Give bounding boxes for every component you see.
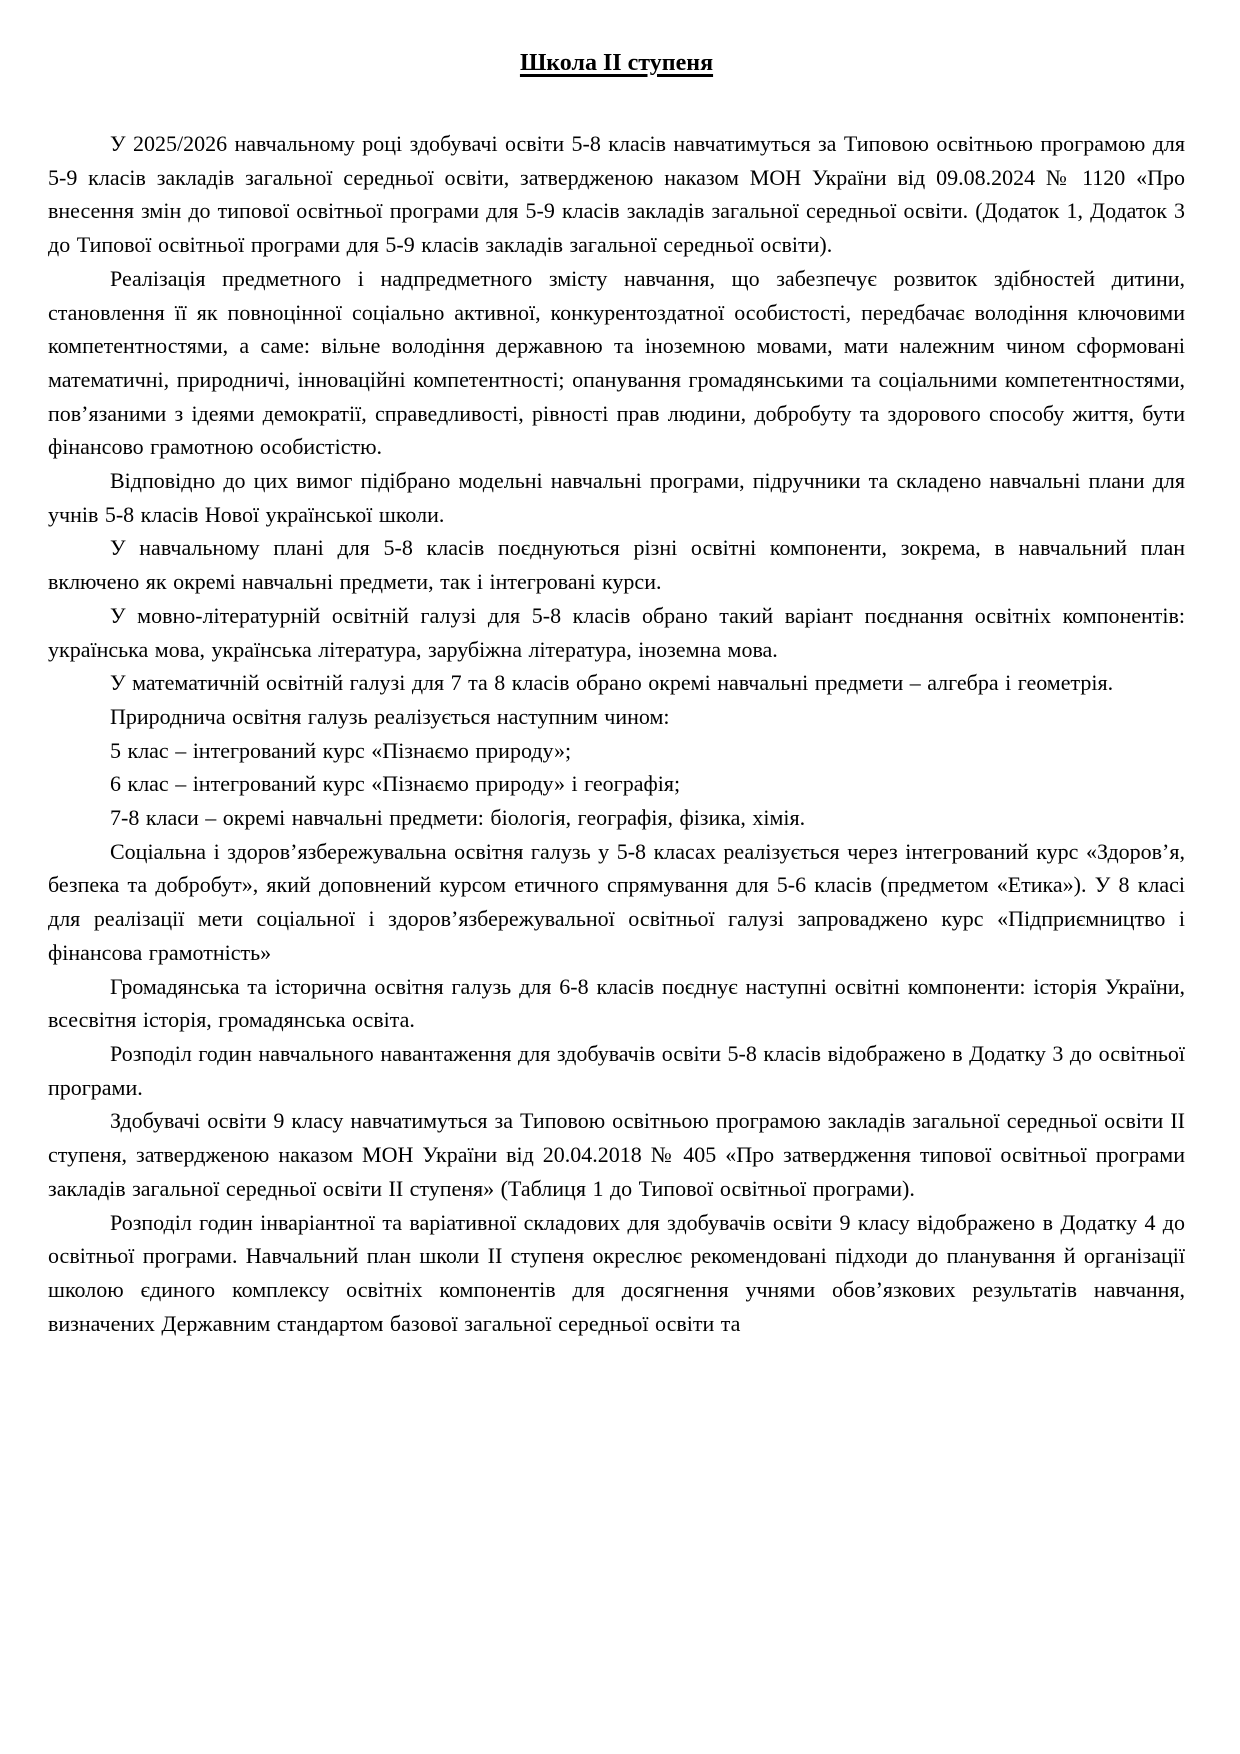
list-item-7-8-klasy: 7-8 класи – окремі навчальні предмети: біологія, географія, фізика, хімія. xyxy=(110,805,806,831)
paragraph-movno-literaturna-haluz: У мовно-літературній освітній галузі для 5-8 класів обрано такий варіант поєднання освітніх компонентів: українська мова, українська література, зарубіжна література, іноземна мова. xyxy=(48,602,1185,662)
paragraph-9-klas-prohrama: Здобувачі освіти 9 класу навчатимуться за Типовою освітньою програмою закладів загальної середньої освіти II ступеня, затвердженою наказом МОН України від 20.04.2018 № 405 «Про затвердження типової освітньої програми закладів загальної середньої освіти II ступеня» (Таблиця 1 до Типової освітньої програми). xyxy=(48,1108,1185,1201)
list-item-5-klas: 5 клас – інтегрований курс «Пізнаємо природу»; xyxy=(110,737,572,763)
paragraph-sotsialna-haluz: Соціальна і здоров’язбережувальна освітня галузь у 5-8 класах реалізується через інтегрований курс «Здоров’я, безпека та добробут», який доповнений курсом етичного спрямування для 5-6 класів (предметом «Етика»). У 8 класі для реалізації мети соціальної і здоров’язбережувальної освітньої галузі запроваджено курс «Підприємництво і фінансова грамотність» xyxy=(48,838,1185,965)
list-item-6-klas: 6 клас – інтегрований курс «Пізнаємо природу» і географія; xyxy=(110,771,681,797)
document-title: Школа II ступеня xyxy=(519,50,714,76)
paragraph-pryrodnycha-haluz: Природнича освітня галузь реалізується наступним чином: xyxy=(110,703,670,729)
paragraph-hromadianska-haluz: Громадянська та історична освітня галузь для 6-8 класів поєднує наступні освітні компоненти: історія України, всесвітня історія, громадянська освіта. xyxy=(48,973,1185,1033)
paragraph-modelni-programy: Відповідно до цих вимог підібрано модельні навчальні програми, підручники та складено навчальні плани для учнів 5-8 класів Нової української школи. xyxy=(48,468,1185,527)
paragraph-navchalnyi-plan: У навчальному плані для 5-8 класів поєднуються різні освітні компоненти, зокрема, в навчальний план включено як окремі навчальні предмети, так і інтегровані курси. xyxy=(48,535,1185,595)
paragraph-realizatsiya-zmistu: Реалізація предметного і надпредметного змісту навчання, що забезпечує розвиток здібностей дитини, становлення її як повноцінної соціально активної, конкурентоздатної особистості, передбачає володіння ключовими компетентностями, а саме: вільне володіння державною та іноземною мовами, мати належним чином сформовані математичні, природничі, інноваційні компетентності; опанування громадянськими та соціальними компетентностями, пов’язаними з ідеями демократії, справедливості, рівності прав людини, добробуту та здорового способу життя, бути фінансово грамотною особистістю. xyxy=(48,265,1185,460)
paragraph-intro-2025-2026: У 2025/2026 навчальному році здобувачі освіти 5-8 класів навчатимуться за Типовою освітньою програмою для 5-9 класів закладів загальної середньої освіти, затвердженою наказом МОН України від 09.08.2024 № 1120 «Про внесення змін до типової освітньої програми для 5-9 класів закладів загальної середньої освіти. (Додаток 1, Додаток 3 до Типової освітньої програми для 5-9 класів закладів загальної середньої освіти). xyxy=(48,131,1185,258)
paragraph-rozpodil-hodyn-5-8: Розподіл годин навчального навантаження для здобувачів освіти 5-8 класів відображено в Додатку 3 до освітньої програми. xyxy=(48,1040,1185,1100)
document-body xyxy=(48,127,1185,1340)
paragraph-matematychna-haluz: У математичній освітній галузі для 7 та 8 класів обрано окремі навчальні предмети – алгебра і геометрія. xyxy=(110,670,1114,696)
paragraph-rozpodil-hodyn-9: Розподіл годин інваріантної та варіативної складових для здобувачів освіти 9 класу відображено в Додатку 4 до освітньої програми. Навчальний план школи II ступеня окреслює рекомендовані підходи до планування й організації школою єдиного комплексу освітніх компонентів для досягнення учнями обов’язкових результатів навчання, визначених Державним стандартом базової загальної середньої освіти та xyxy=(48,1209,1185,1336)
